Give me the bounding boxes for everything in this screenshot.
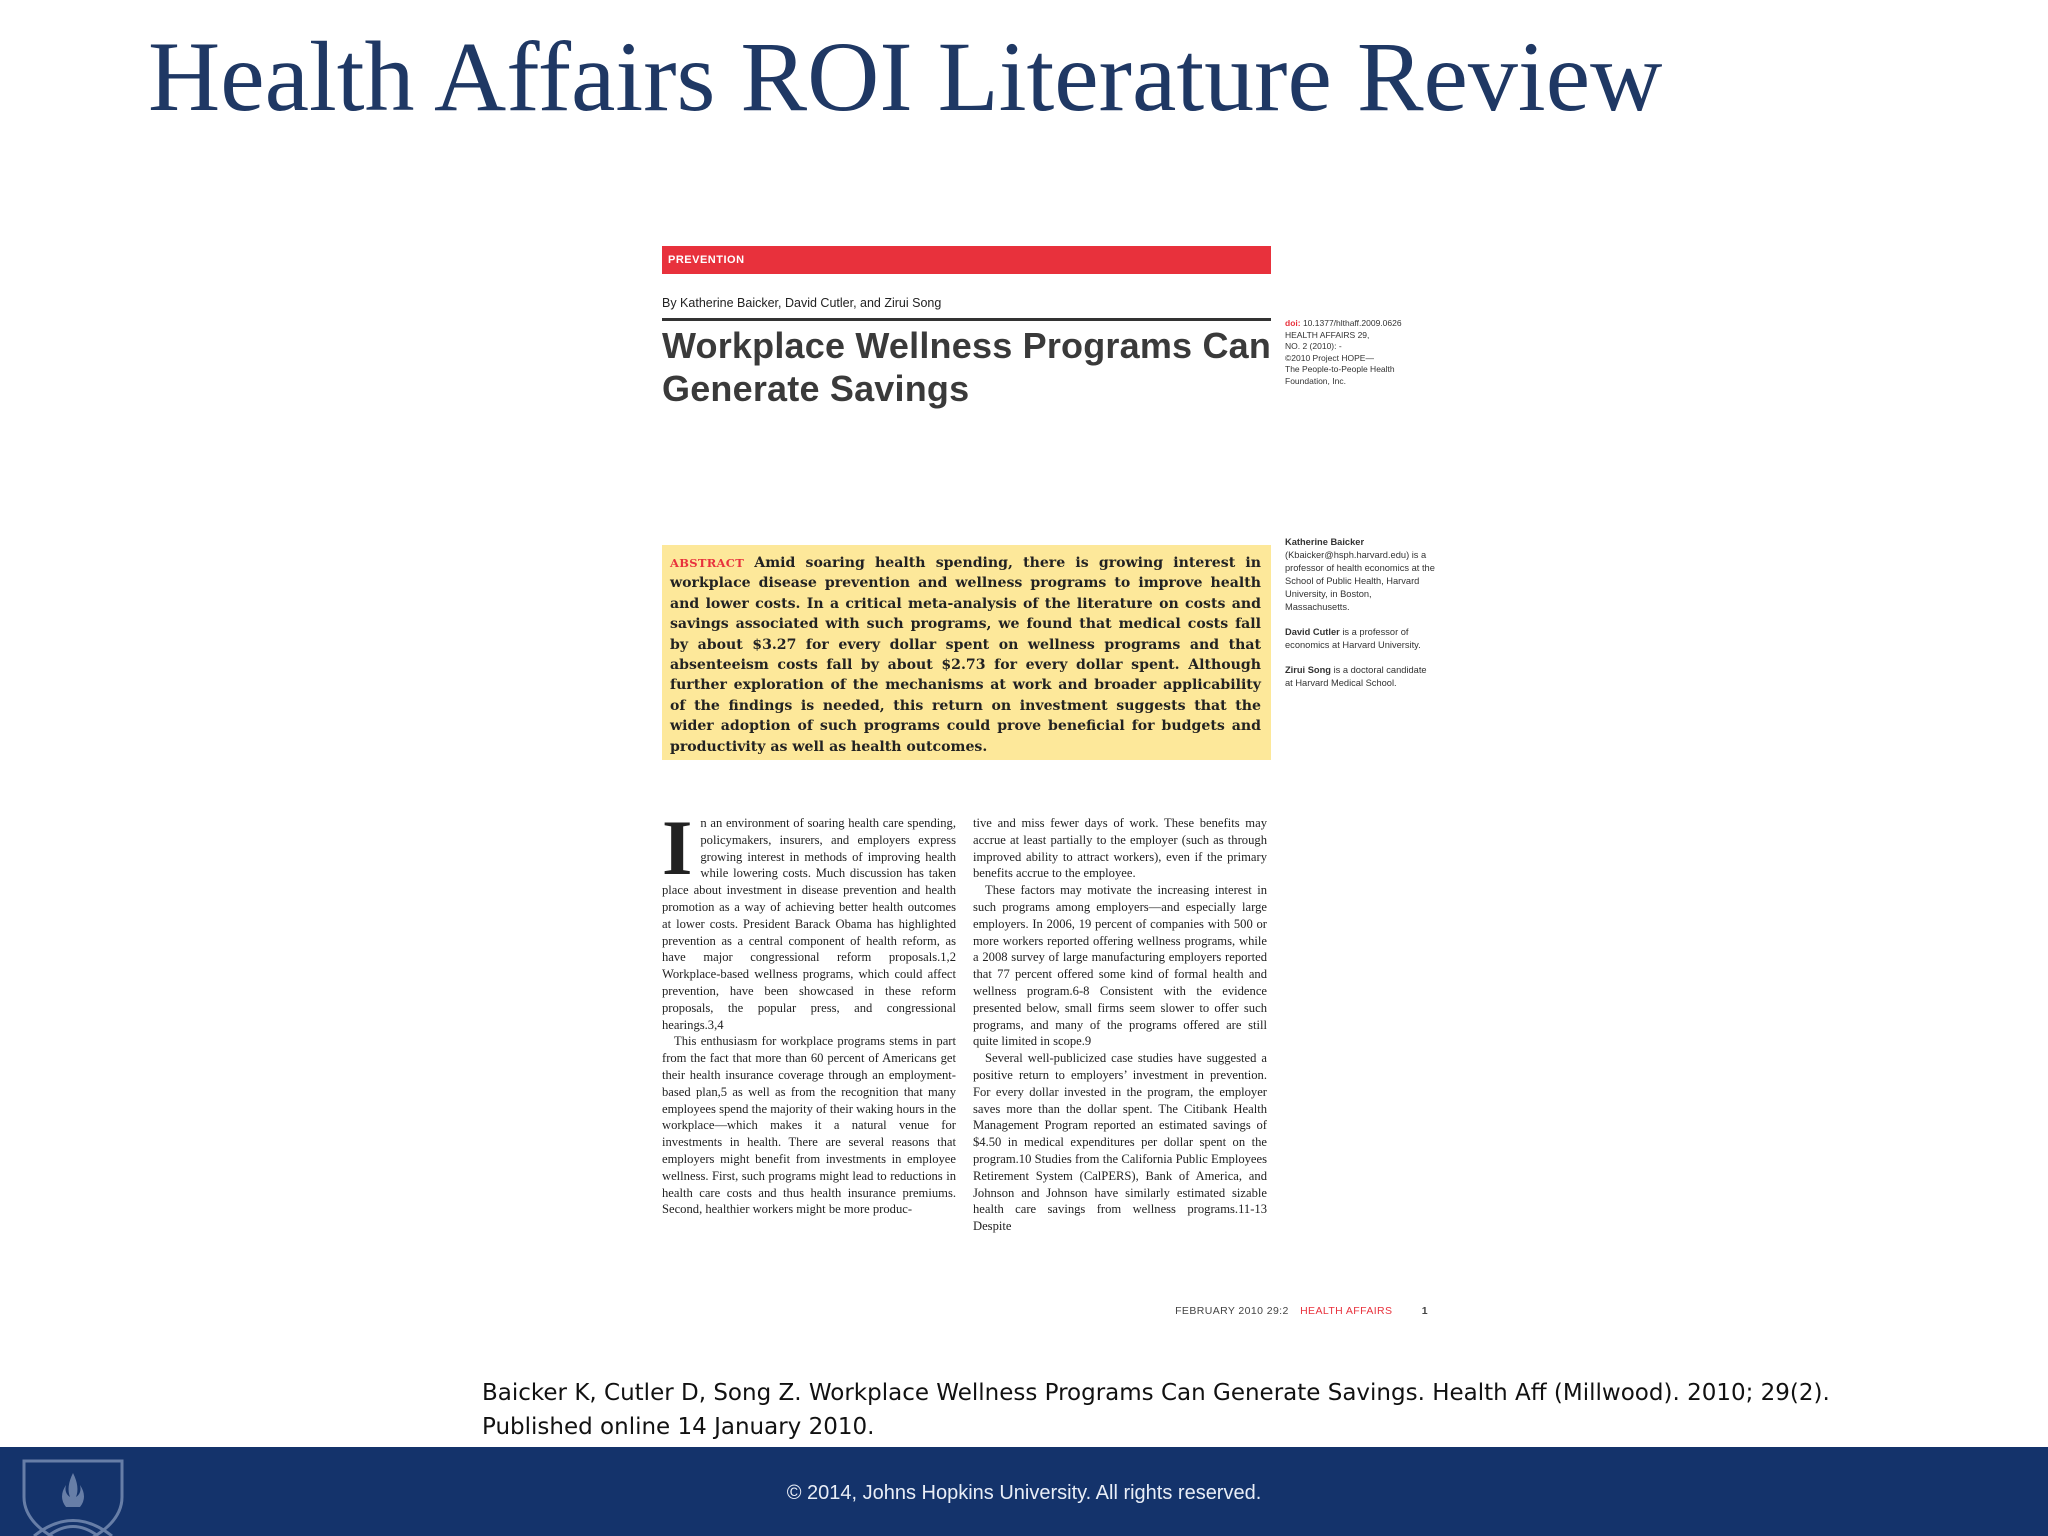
meta-line: The People-to-People Health — [1285, 364, 1395, 374]
bio-name: Katherine Baicker — [1285, 537, 1365, 547]
article-page-image — [662, 244, 1436, 1324]
body-paragraph: n an environment of soaring health care spending, policymakers, insurers, and employers express growing interest in methods of improving health while lowering costs. Much discussion has taken place about investment in disease prevention and health promotion as a way of achieving better health outcomes at lower costs. President Barack Obama has highlighted prevention as a central component of health reform, as have major congressional reform proposals.1,2 Workplace-based wellness programs, which could affect prevention, have been showcased in these reform proposals, the popular press, and congressional hearings.3,4 — [662, 816, 956, 1032]
bio-text: is a professor of economics at Harvard University. — [1285, 627, 1421, 650]
meta-line: Foundation, Inc. — [1285, 375, 1346, 386]
bio-name: Zirui Song — [1285, 665, 1331, 675]
article-page-footer — [662, 1305, 1436, 1317]
doi-label: doi: — [1285, 318, 1301, 328]
article-byline: By Katherine Baicker, David Cutler, and Zirui Song — [662, 296, 942, 310]
citation-line: Baicker K, Cutler D, Song Z. Workplace Wellness Programs Can Generate Savings. Health Aff (Millwood). 2010; 29(2). — [482, 1380, 1830, 1406]
meta-line: HEALTH AFFAIRS 29, — [1285, 329, 1370, 340]
title-rule — [662, 318, 1271, 321]
section-label: PREVENTION — [662, 246, 1271, 274]
citation-line: Published online 14 January 2010. — [482, 1414, 875, 1440]
footer-date: FEBRUARY 2010 29:2 — [1175, 1305, 1289, 1317]
body-column-2 — [973, 815, 1267, 1295]
copyright-text: © 2014, Johns Hopkins University. All rights reserved. — [786, 1482, 1262, 1504]
author-bios — [1285, 536, 1435, 702]
footer-journal: HEALTH AFFAIRS — [1300, 1305, 1393, 1317]
bio-item — [1285, 626, 1435, 652]
doi-block — [1285, 318, 1435, 387]
abstract-text: Amid soaring health spending, there is growing interest in workplace disease prevention and wellness programs to improve health and lower costs. In a critical meta-analysis of the literature on costs and savings associated with such programs, we found that medical costs fall by about $3.27 for every dollar spent on wellness programs and that absenteeism costs fall by about $2.73 for every dollar spent. Although further exploration of the mechanisms at work and broader applicability of the findings is needed, this return on investment suggests that the wider adoption of such programs could prove beneficial for budgets and productivity as well as health outcomes. — [670, 555, 1261, 755]
meta-line: ©2010 Project HOPE— — [1285, 352, 1374, 363]
meta-line: NO. 2 (2010): - — [1285, 341, 1342, 351]
citation — [482, 1376, 1982, 1444]
bio-name: David Cutler — [1285, 627, 1340, 637]
footer-page-number: 1 — [1421, 1305, 1428, 1317]
footer-band — [0, 1447, 2048, 1536]
bio-item — [1285, 664, 1435, 690]
slide-title: Health Affairs ROI Literature Review — [148, 21, 1663, 132]
bio-item — [1285, 536, 1435, 614]
abstract-label: ABSTRACT — [670, 556, 745, 570]
body-paragraph: These factors may motivate the increasing interest in such programs among employers—and especially large employers. In 2006, 19 percent of companies with 500 or more workers reported offering wellness programs, while a 2008 survey of large manufacturing employers reported that 77 percent offered some kind of formal health and wellness program.6-8 Consistent with the evidence presented below, small firms seem slower to offer such programs, and many of the programs offered are still quite limited in scope.9 — [973, 883, 1267, 1049]
bio-text: is a doctoral candidate at Harvard Medical School. — [1285, 665, 1427, 688]
drop-cap: I — [662, 815, 693, 891]
article-title: Workplace Wellness Programs Can Generate Savings — [662, 325, 1272, 409]
bio-text: (Kbaicker@hsph.harvard.edu) is a professor of health economics at the School of Public Health, Harvard University, in Boston, Massachusetts. — [1285, 550, 1435, 612]
body-paragraph: Several well-publicized case studies have suggested a positive return to employers’ investment in prevention. For every dollar invested in the program, the employer saves more than the dollar spent. The Citibank Health Management Program reported an estimated savings of $4.50 in medical expenditures per dollar spent on the program.10 Studies from the California Public Employees Retirement System (CalPERS), Bank of America, and Johnson and Johnson have similarly estimated sizable health care savings from wellness programs.11-13 Despite — [973, 1051, 1267, 1234]
abstract-box — [662, 545, 1271, 760]
body-paragraph: This enthusiasm for workplace programs stems in part from the fact that more than 60 percent of Americans get their health insurance coverage through an employment-based plan,5 as well as from the recognition that many employees spend the majority of their waking hours in the workplace—which makes it a natural venue for investments in health. There are several reasons that employers might benefit from investments in employee wellness. First, such programs might lead to reductions in health care costs and thus health insurance premiums. Second, healthier workers might be more produc- — [662, 1034, 956, 1217]
body-paragraph: tive and miss fewer days of work. These benefits may accrue at least partially to the employer (such as through improved ability to attract workers), even if the primary benefits accrue to the employee. — [973, 816, 1267, 881]
body-column-1 — [662, 815, 956, 1295]
doi-value: 10.1377/hlthaff.2009.0626 — [1302, 318, 1402, 328]
